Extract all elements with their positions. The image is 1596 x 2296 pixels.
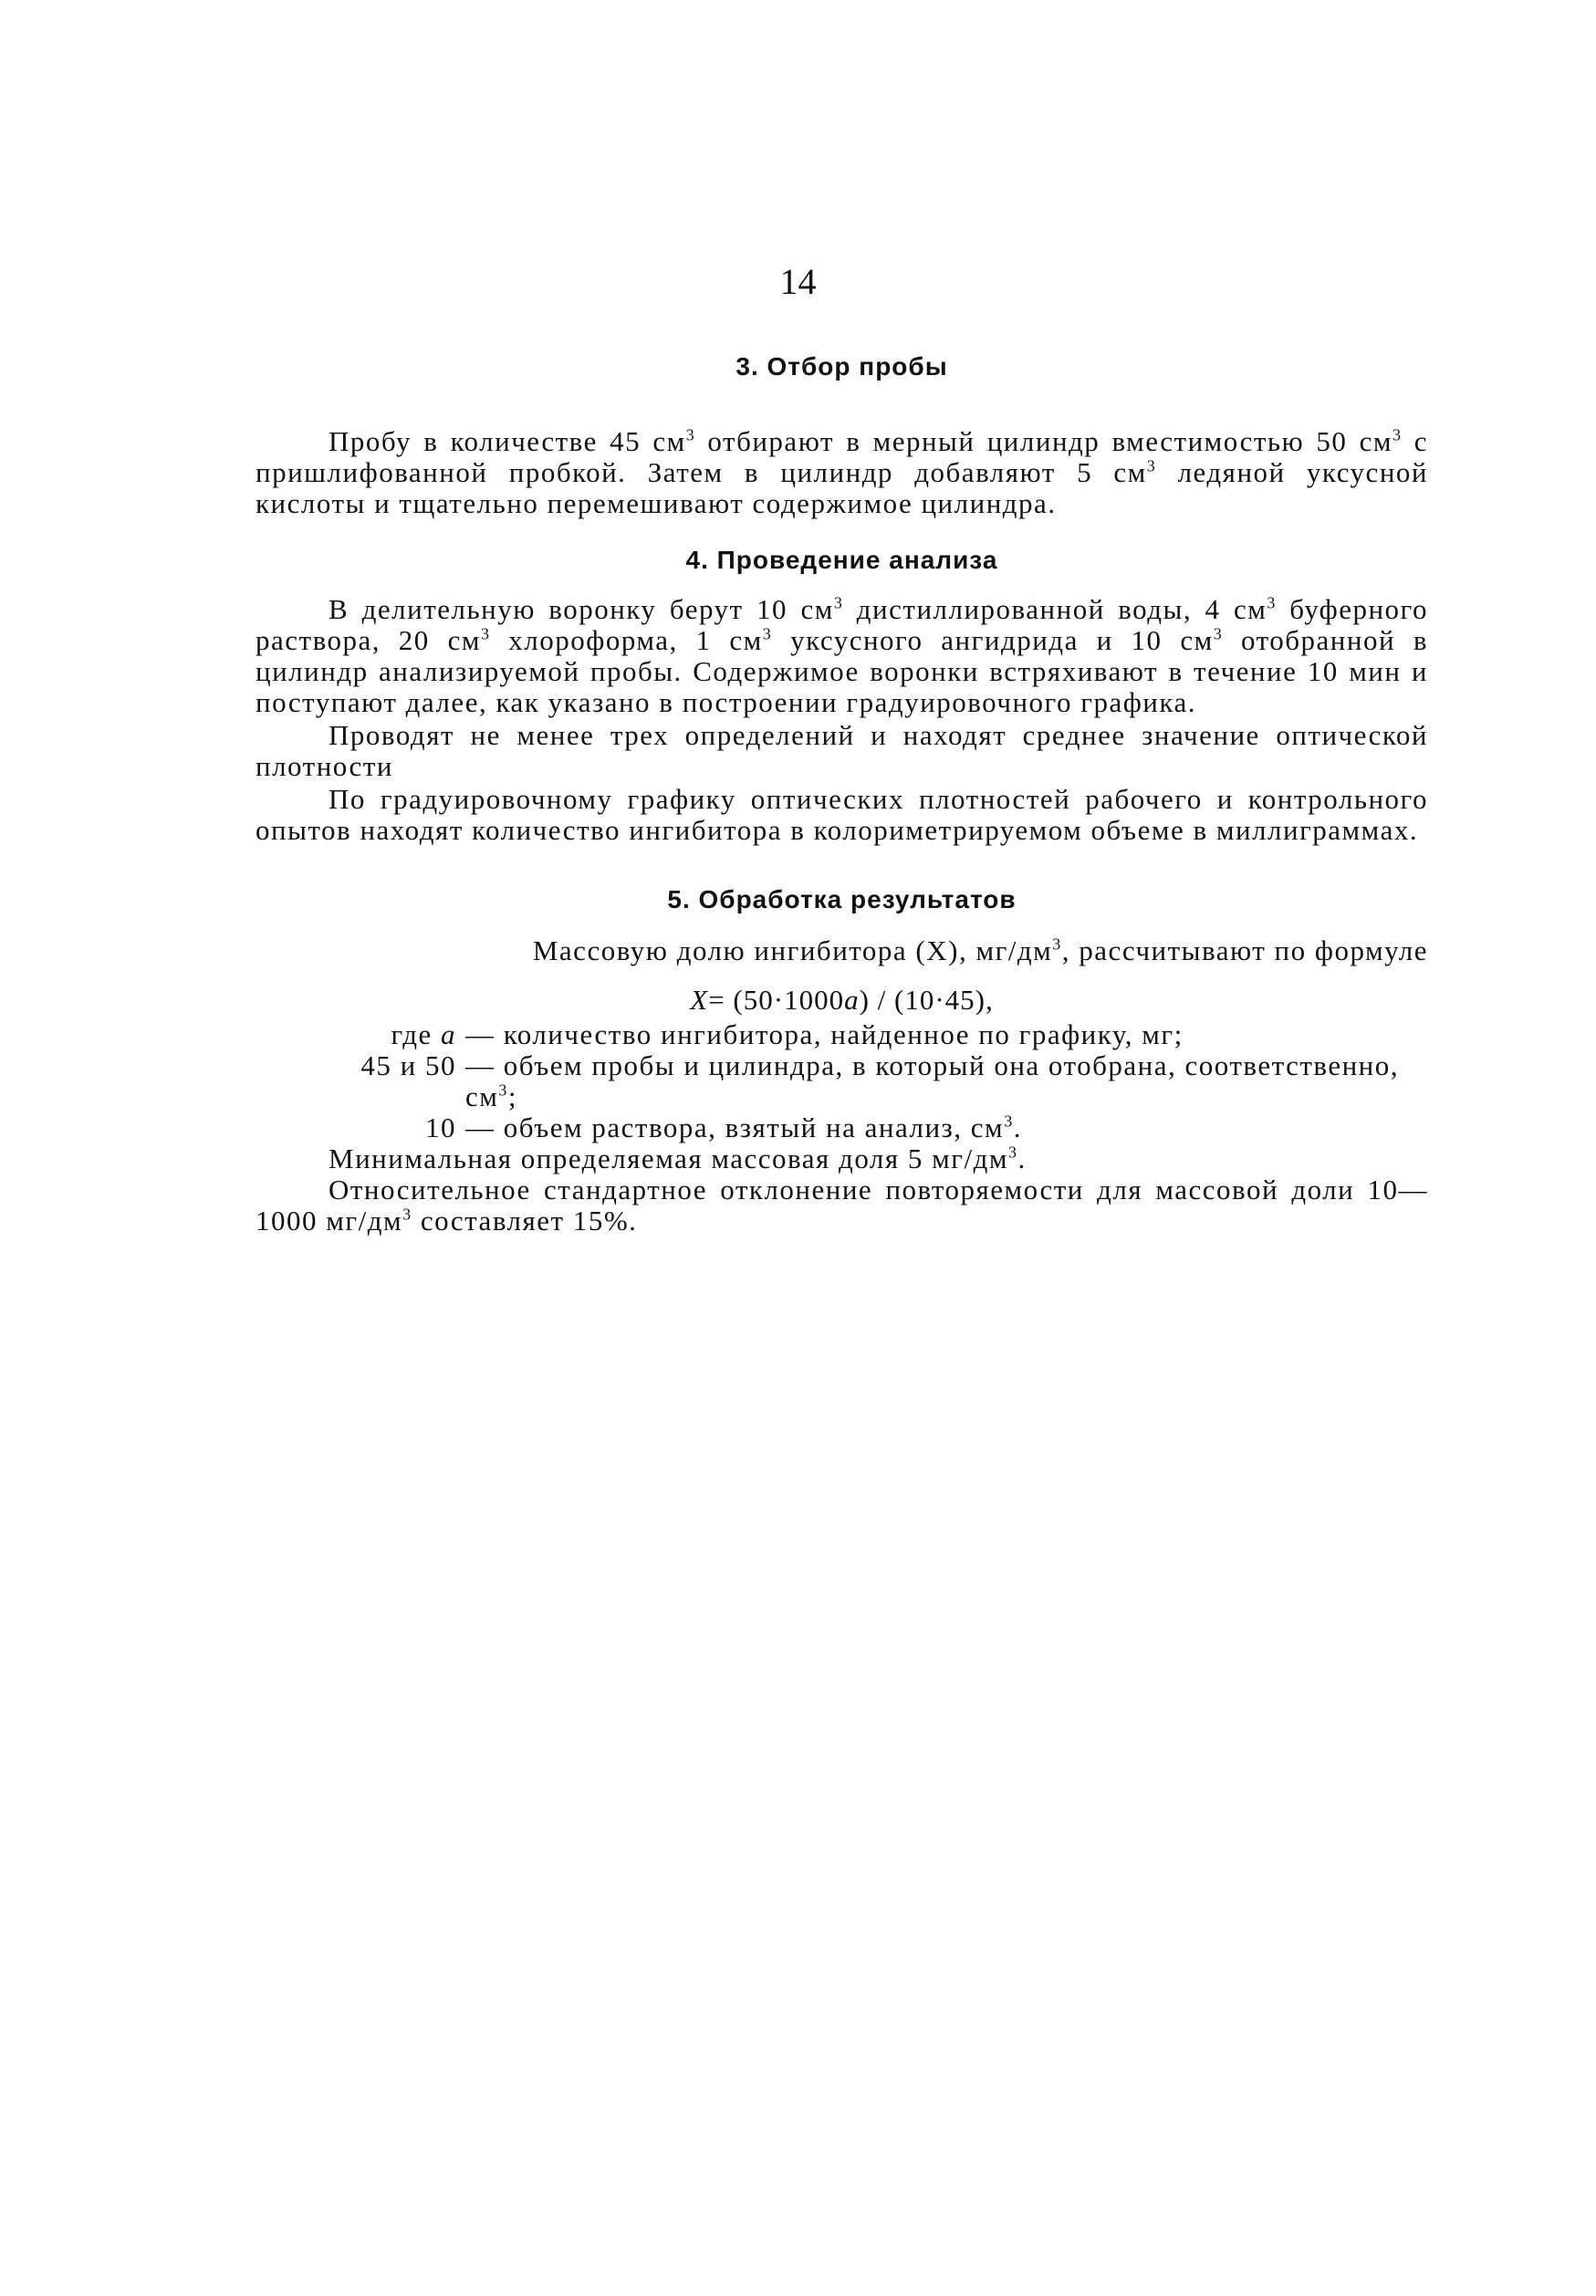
formula: X= (50·1000a) / (10·45), — [690, 984, 994, 1016]
section-3-heading: 3. Отбор пробы — [735, 352, 948, 381]
legend-row-a: где a — количество ингибитора, найденное по графику, мг; — [391, 1018, 1184, 1050]
section-5-heading: 5. Обработка результатов — [667, 885, 1017, 913]
page-content — [256, 351, 1428, 1237]
formula-legend — [256, 1019, 1428, 1143]
minimum-fraction: Минимальная определяемая массовая доля 5 $мг/дм^3$. — [329, 1143, 1027, 1174]
legend-row-10: 10 — объем раствора, взятый на анализ, $см^3$. — [425, 1111, 1022, 1143]
formula-intro: Массовую долю ингибитора (X), $мг/дм^3$, рассчитывают по формуле — [532, 934, 1428, 966]
section-4-paragraph-2: Проводят не менее трех определений и находят среднее значение оптической плотности — [256, 719, 1428, 782]
section-4-heading: 4. Проведение анализа — [685, 546, 998, 574]
relative-deviation: Относительное стандартное отклонение повторяемости для массовой доли 10—1000 $мг/дм^3$ составляет 15%. — [256, 1174, 1428, 1237]
legend-row-45-50: 45 и 50 — объем пробы и цилиндра, в который она отобрана, соответственно, $см^3$; — [360, 1049, 1400, 1112]
section-4-paragraph-3: По градуировочному графику оптических плотностей рабочего и контрольного опытов находят количество ингибитора в колориметрируемом объеме в миллиграммах. — [256, 783, 1428, 846]
section-3-paragraph: Пробу в количестве 45 $см^3$ отбирают в мерный цилиндр вместимостью 50 $см^3$ с пришлифованной пробкой. Затем в цилиндр добавляют 5 $см^3$ ледяной уксусной кислоты и тщательно перемешивают содержимое цилиндра. — [256, 425, 1429, 519]
page-number: 14 — [779, 261, 817, 302]
section-4-paragraph-1: В делительную воронку берут 10 $см^3$ дистиллированной воды, 4 $см^3$ буферного раствора, 20 $см^3$ хлороформа, 1 $см^3$ уксусного ангидрида и 10 $см^3$ отобранной в цилиндр анализируемой пробы. Содержимое воронки встряхивают в течение 10 мин и поступают далее, как указано в построении градуировочного графика. — [256, 593, 1428, 718]
